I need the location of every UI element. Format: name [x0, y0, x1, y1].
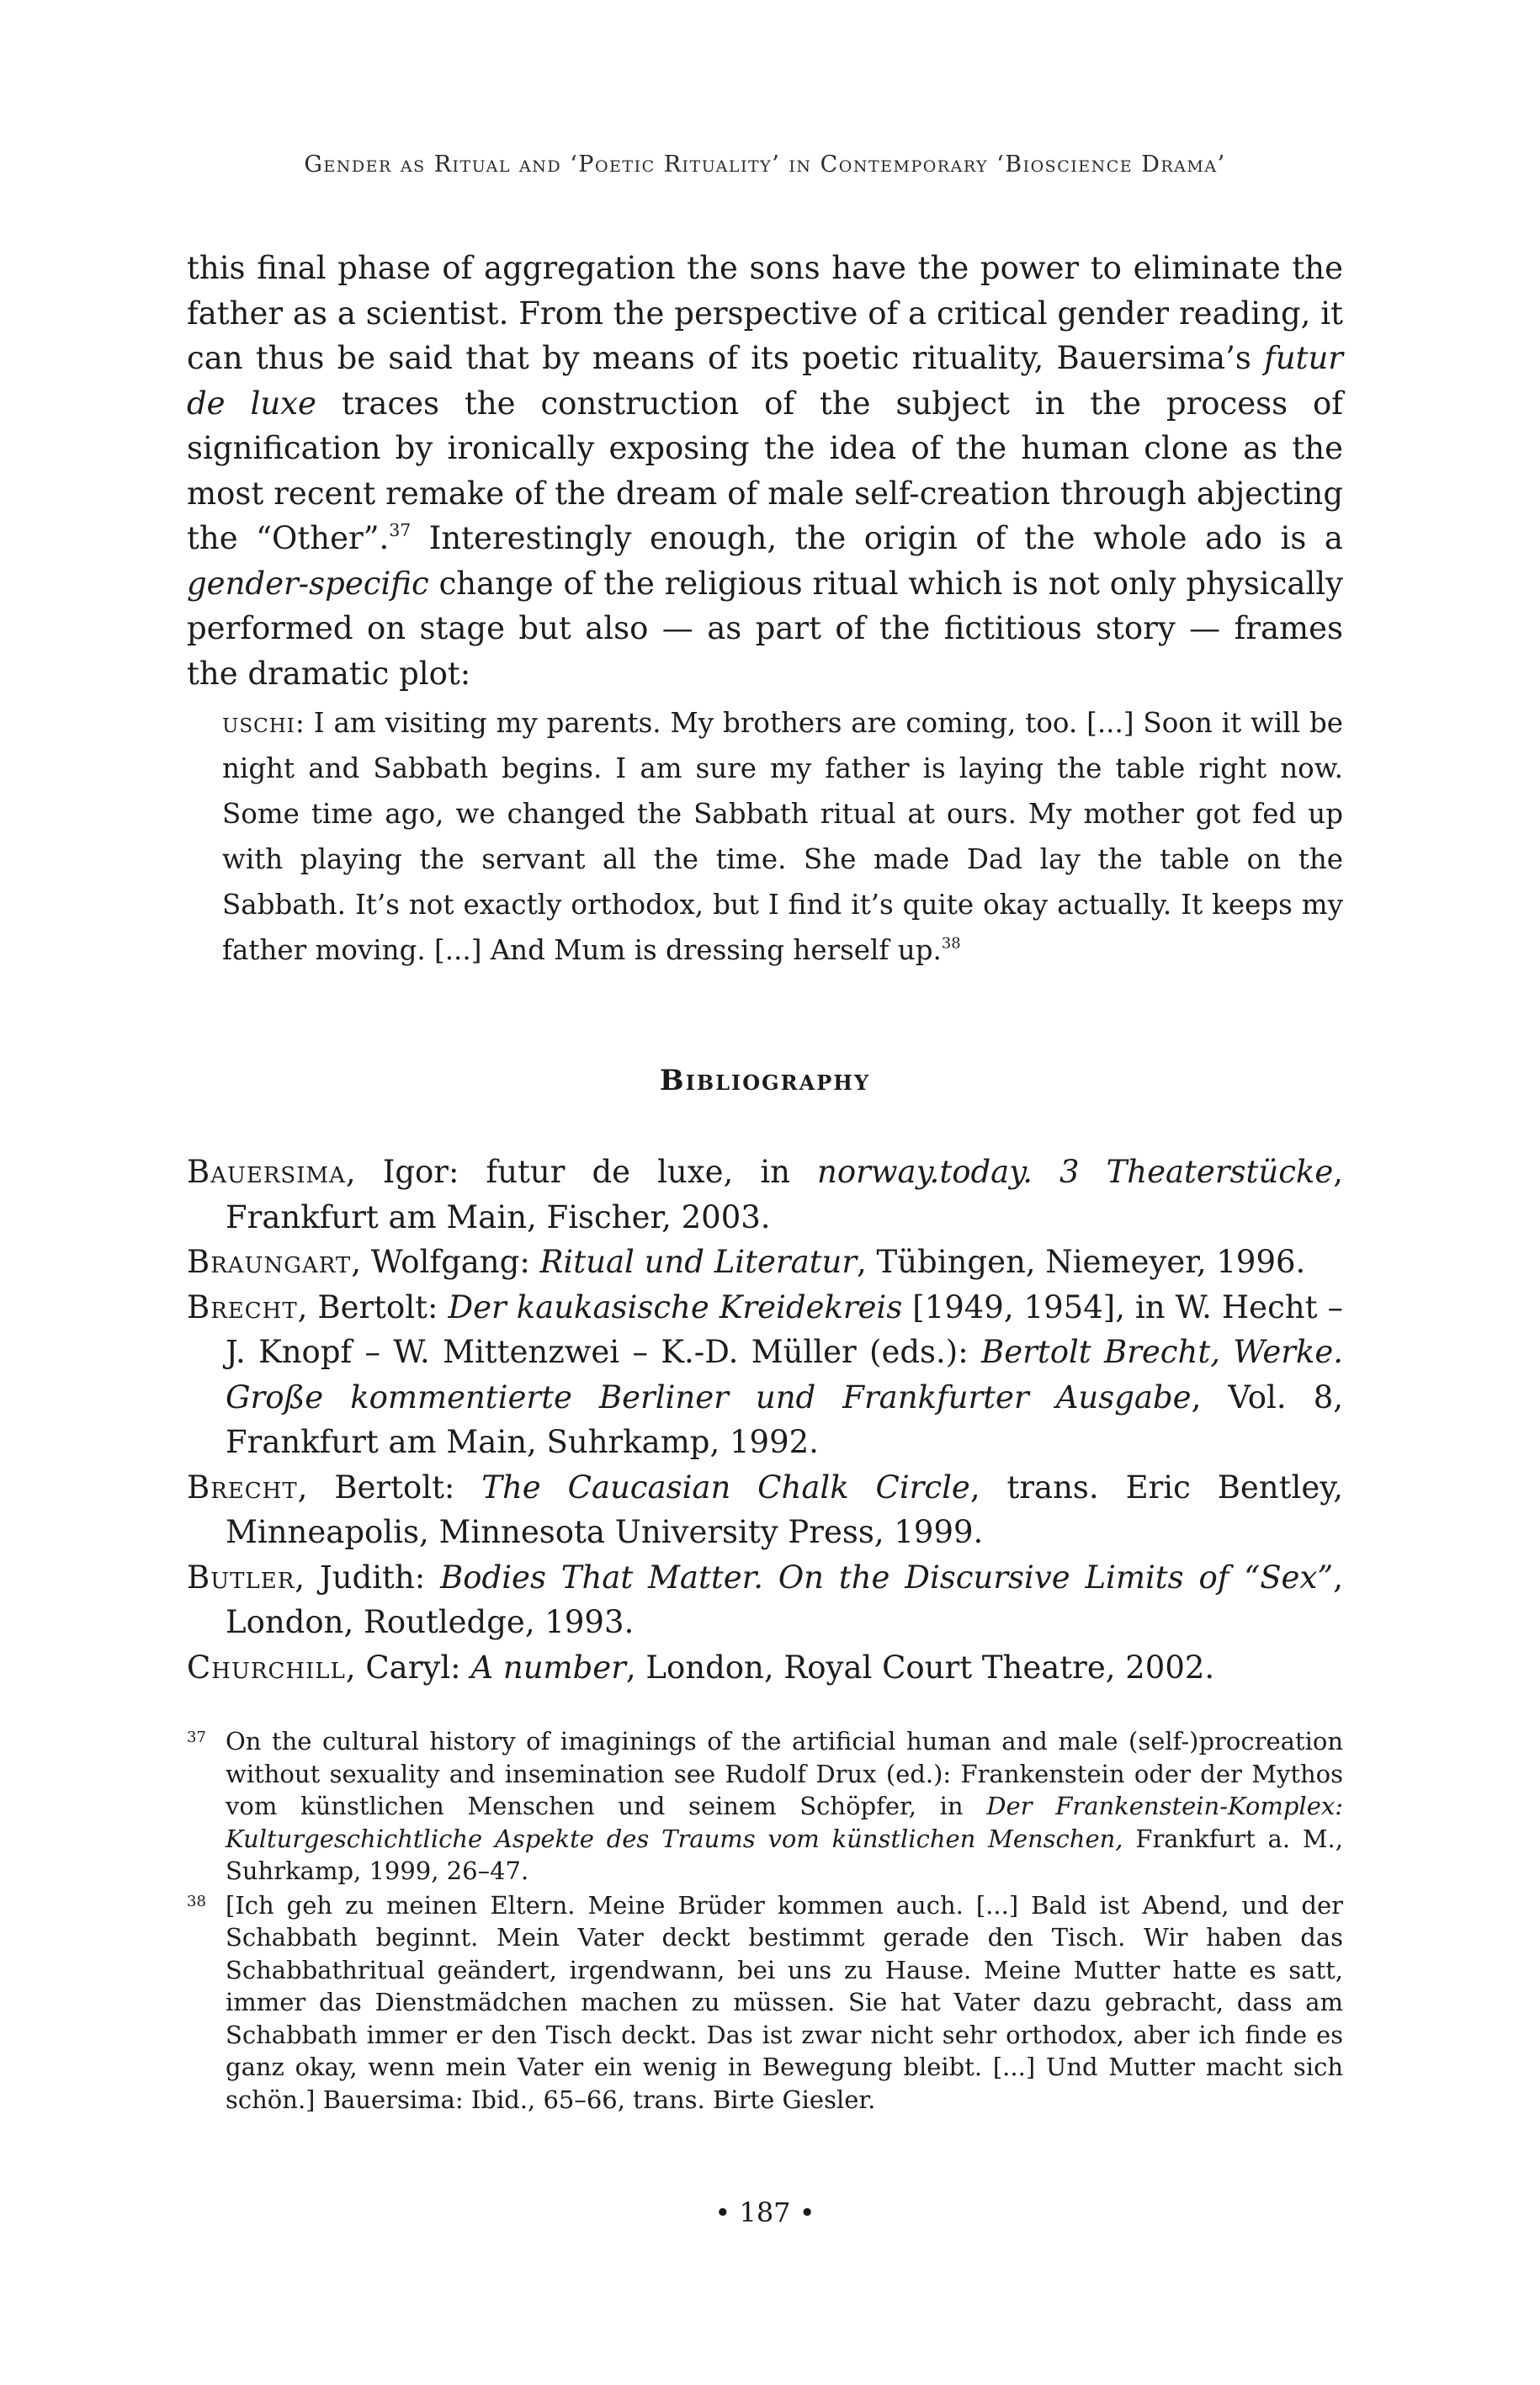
bib-text: , London, Royal Court Theatre, 2002.: [625, 1649, 1215, 1686]
running-head: Gender as Ritual and ‘Poetic Rituality’ in Contemporary ‘Bioscience Drama’: [304, 151, 1226, 178]
bib-text: , Bertolt:: [297, 1288, 449, 1325]
quote-speaker: uschi: [222, 707, 295, 739]
bib-author: Churchill: [187, 1649, 346, 1686]
italic-title: futur de luxe: [187, 340, 1343, 422]
footnote-text: On the cultural history of imaginings of the artificial human and male (self-)procreation without sexuality and insemination see Rudolf Drux (ed.): Frankenstein oder der Mythos vom künstlichen Menschen und seinem Schöpfer, in: [226, 1727, 1343, 1820]
footnote-number: 38: [187, 1892, 206, 1910]
bib-author: Braungart: [187, 1244, 352, 1280]
bibliography-entry: [187, 1285, 1343, 1465]
bib-text: , Vol. 8, Frankfurt am Main, Suhrkamp, 1992.: [226, 1378, 1343, 1460]
quote-text: : I am visiting my parents. My brothers are coming, too. [...] Soon it will be night and Sabbath begins. I am sure my father is laying the table right now. Some time ago, we changed the Sabbath ritual at ours. My mother got fed up with playing the servant all the time. She made Dad lay the table on the Sabbath. It’s not exactly orthodox, but I find it’s quite okay actually. It keeps my father moving. [...] And Mum is dressing herself up.: [222, 707, 1343, 966]
bibliography-entry: [187, 1465, 1343, 1555]
bib-title: The Caucasian Chalk Circle: [481, 1469, 970, 1506]
bibliography-heading: Bibliography: [659, 1064, 871, 1097]
footnote-ref-38[interactable]: 38: [941, 934, 961, 953]
bib-text: , Judith:: [295, 1559, 441, 1596]
bib-text: , Tübingen, Niemeyer, 1996.: [857, 1244, 1306, 1280]
block-quote: [222, 700, 1343, 973]
bib-author: Brecht: [187, 1469, 298, 1506]
body-text-segment: change of the religious ritual which is not only physically performed on stage but also — as part of the fictitious story — frames the dramatic plot:: [187, 565, 1343, 692]
footnote-text: [Ich geh zu meinen Eltern. Meine Brüder kommen auch. [...] Bald ist Abend, und der Schabbath beginnt. Mein Vater deckt bestimmt gerade den Tisch. Wir haben das Schabbathritual geändert, irgendwann, bei uns zu Hause. Meine Mutter hatte es satt, immer das Dienstmädchen machen zu müssen. Sie hat Vater dazu gebracht, dass am Schabbath immer er den Tisch deckt. Das ist zwar nicht sehr orthodox, aber ich finde es ganz okay, wenn mein Vater ein wenig in Bewegung bleibt. [...] Und Mutter macht sich schön.] Bauersima: Ibid., 65–66, trans. Birte Giesler.: [226, 1890, 1343, 2114]
bib-title: Bodies That Matter. On the Discursive Limits of “Sex”: [440, 1559, 1334, 1596]
italic-emphasis: gender-specific: [187, 565, 429, 602]
bib-text: [1949, 1954], in W. Hecht – J. Knopf – W. Mittenzwei – K.-D. Müller (eds.):: [226, 1288, 1343, 1370]
bib-text: , Wolfgang:: [351, 1244, 540, 1280]
bib-text: , Igor: futur de luxe, in: [345, 1154, 818, 1190]
bib-text: , Bertolt:: [297, 1469, 482, 1506]
page-number: • 187 •: [714, 2196, 815, 2228]
bibliography-list: [187, 1150, 1343, 1690]
bibliography-entry: [187, 1150, 1343, 1240]
bib-title: Ritual und Literatur: [539, 1244, 858, 1280]
bib-author: Brecht: [187, 1288, 298, 1325]
book-page: [187, 0, 1343, 2385]
body-text-segment: Interestingly enough, the origin of the whole ado is a: [411, 520, 1343, 556]
bibliography-entry: [187, 1555, 1343, 1645]
body-paragraph: [187, 246, 1343, 696]
bib-title: Bertolt Brecht, Werke. Große kommentierte Berliner und Frankfurter Ausgabe: [226, 1334, 1343, 1416]
bibliography-entry: [187, 1645, 1343, 1691]
body-text-segment: traces the construction of the subject in the process of signification by ironically exposing the idea of the human clone as the most recent remake of the dream of male self-creation through abjecting the “Other”.: [187, 385, 1343, 556]
bib-author: Bauersima: [187, 1154, 346, 1190]
bib-title: Der kaukasische Kreidekreis: [448, 1288, 903, 1325]
body-text-segment: this final phase of aggregation the sons have the power to eliminate the father as a scientist. From the perspective of a critical gender reading, it can thus be said that by means of its poetic rituality, Bauersima’s: [187, 250, 1343, 376]
footnote-italic: Der Frankenstein-Komplex: Kulturgeschichtliche Aspekte des Traums vom künstlichen Menschen,: [226, 1792, 1343, 1853]
footnote-text: Frankfurt a. M., Suhrkamp, 1999, 26–47.: [226, 1824, 1343, 1885]
bib-text: , Frankfurt am Main, Fischer, 2003.: [226, 1154, 1343, 1235]
bib-text: , Caryl:: [345, 1649, 471, 1686]
footnote-38: [187, 1889, 1343, 2117]
footnote-37: [187, 1725, 1343, 1888]
bib-text: , trans. Eric Bentley, Minneapolis, Minnesota University Press, 1999.: [226, 1469, 1343, 1550]
footnotes: [187, 1725, 1343, 2117]
bib-author: Butler: [187, 1559, 295, 1596]
bib-text: , London, Routledge, 1993.: [226, 1559, 1343, 1640]
bib-title: A number: [470, 1649, 626, 1686]
footnote-number: 37: [187, 1729, 206, 1746]
bib-title: norway.today. 3 Theaterstücke: [817, 1154, 1334, 1190]
bibliography-entry: [187, 1240, 1343, 1285]
footnote-ref-37[interactable]: 37: [389, 519, 412, 540]
